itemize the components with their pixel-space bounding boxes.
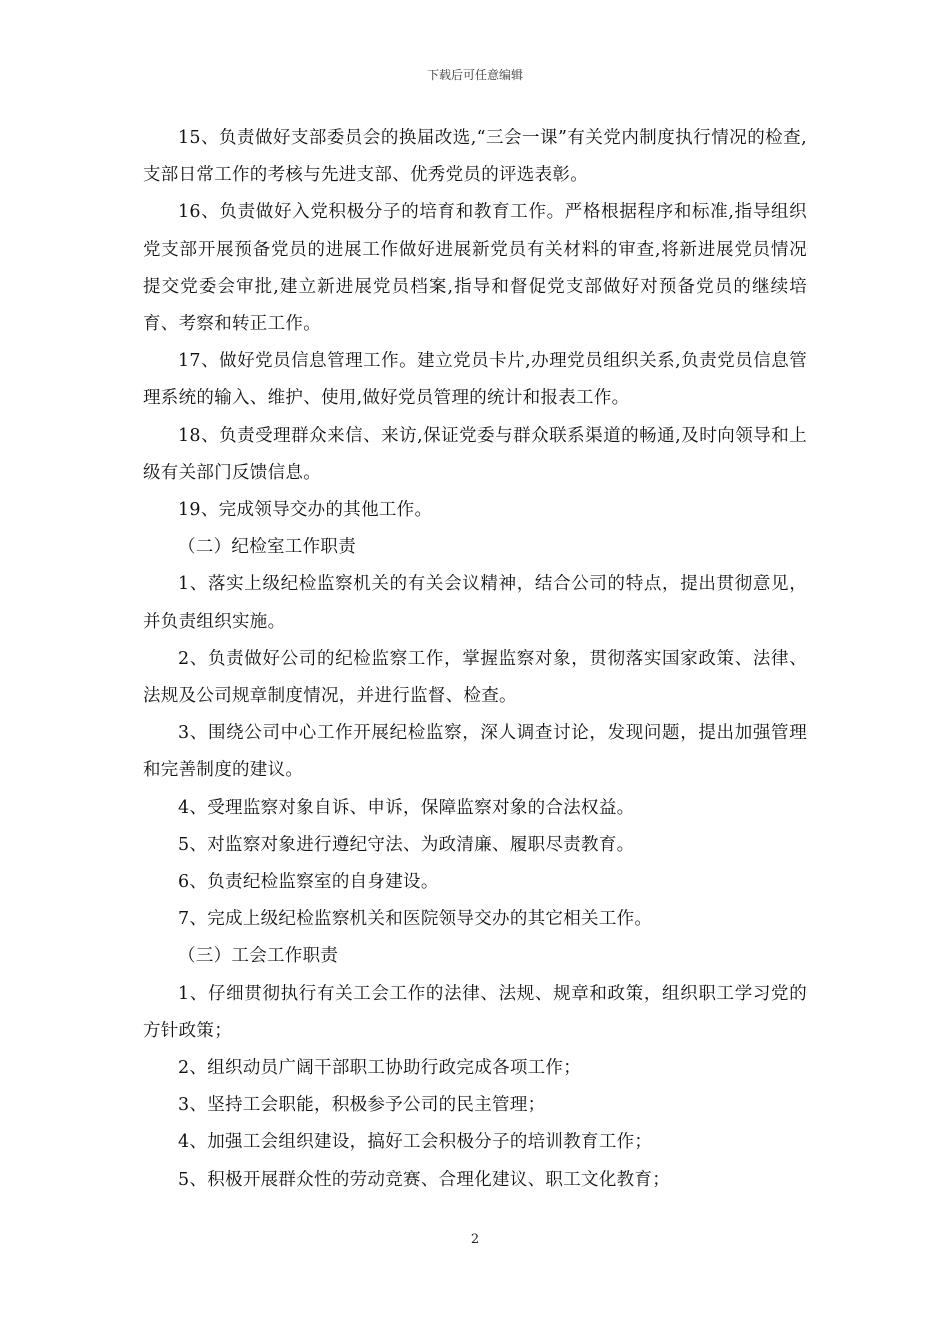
paragraph-19: 19、完成领导交办的其他工作。 xyxy=(178,500,433,521)
union-item-3: 3、坚持工会职能，积极参予公司的民主管理； xyxy=(178,1095,546,1116)
paragraph-17: 17、做好党员信息管理工作。建立党员卡片,办理党员组织关系,负责党员信息管理系统的输入、维护、使用,做好党员管理的统计和报表工作。 xyxy=(143,351,807,409)
paragraph-18: 18、负责受理群众来信、来访,保证党委与群众联系渠道的畅通,及时向领导和上级有关部门反馈信息。 xyxy=(143,425,807,483)
discipline-item-5: 5、对监察对象进行遵纪守法、为政清廉、履职尽责教育。 xyxy=(178,834,635,855)
paragraph-16: 16、负责做好入党积极分子的培育和教育工作。严格根据程序和标准,指导组织党支部开展预备党员的进展工作做好进展新党员有关材料的审查,将新进展党员情况提交党委会审批,建立新进展党员档案,指导和督促党支部做好对预备党员的继续培育、考察和转正工作。 xyxy=(143,202,807,335)
paragraph-15: 15、负责做好支部委员会的换届改选,“三会一课”有关党内制度执行情况的检查,支部日常工作的考核与先进支部、优秀党员的评选表彰。 xyxy=(143,128,807,186)
union-item-4: 4、加强工会组织建设，搞好工会积极分子的培训教育工作； xyxy=(178,1132,653,1153)
union-item-2: 2、组织动员广阔干部职工协助行政完成各项工作； xyxy=(178,1058,582,1079)
section-heading-discipline: （二）纪检室工作职责 xyxy=(178,537,356,558)
discipline-item-4: 4、受理监察对象自诉、申诉，保障监察对象的合法权益。 xyxy=(178,797,635,818)
page-header: 下载后可任意编辑 xyxy=(426,68,523,82)
union-item-5: 5、积极开展群众性的劳动竞赛、合理化建议、职工文化教育； xyxy=(178,1169,671,1190)
discipline-item-2: 2、负责做好公司的纪检监察工作，掌握监察对象，贯彻落实国家政策、法律、法规及公司规章制度情况，并进行监督、检查。 xyxy=(143,648,807,707)
section-heading-union: （三）工会工作职责 xyxy=(178,946,339,967)
discipline-item-6: 6、负责纪检监察室的自身建设。 xyxy=(178,872,439,893)
discipline-item-7: 7、完成上级纪检监察机关和医院领导交办的其它相关工作。 xyxy=(178,909,653,930)
union-item-1: 1、仔细贯彻执行有关工会工作的法律、法规、规章和政策，组织职工学习党的方针政策； xyxy=(143,983,807,1041)
discipline-item-3: 3、围绕公司中心工作开展纪检监察，深人调查讨论，发现问题，提出加强管理和完善制度的建议。 xyxy=(143,723,807,781)
discipline-item-1: 1、落实上级纪检监察机关的有关会议精神，结合公司的特点，提出贯彻意见，并负责组织实施。 xyxy=(143,574,807,632)
document-body xyxy=(143,120,807,1199)
page-number: 2 xyxy=(470,1232,480,1247)
